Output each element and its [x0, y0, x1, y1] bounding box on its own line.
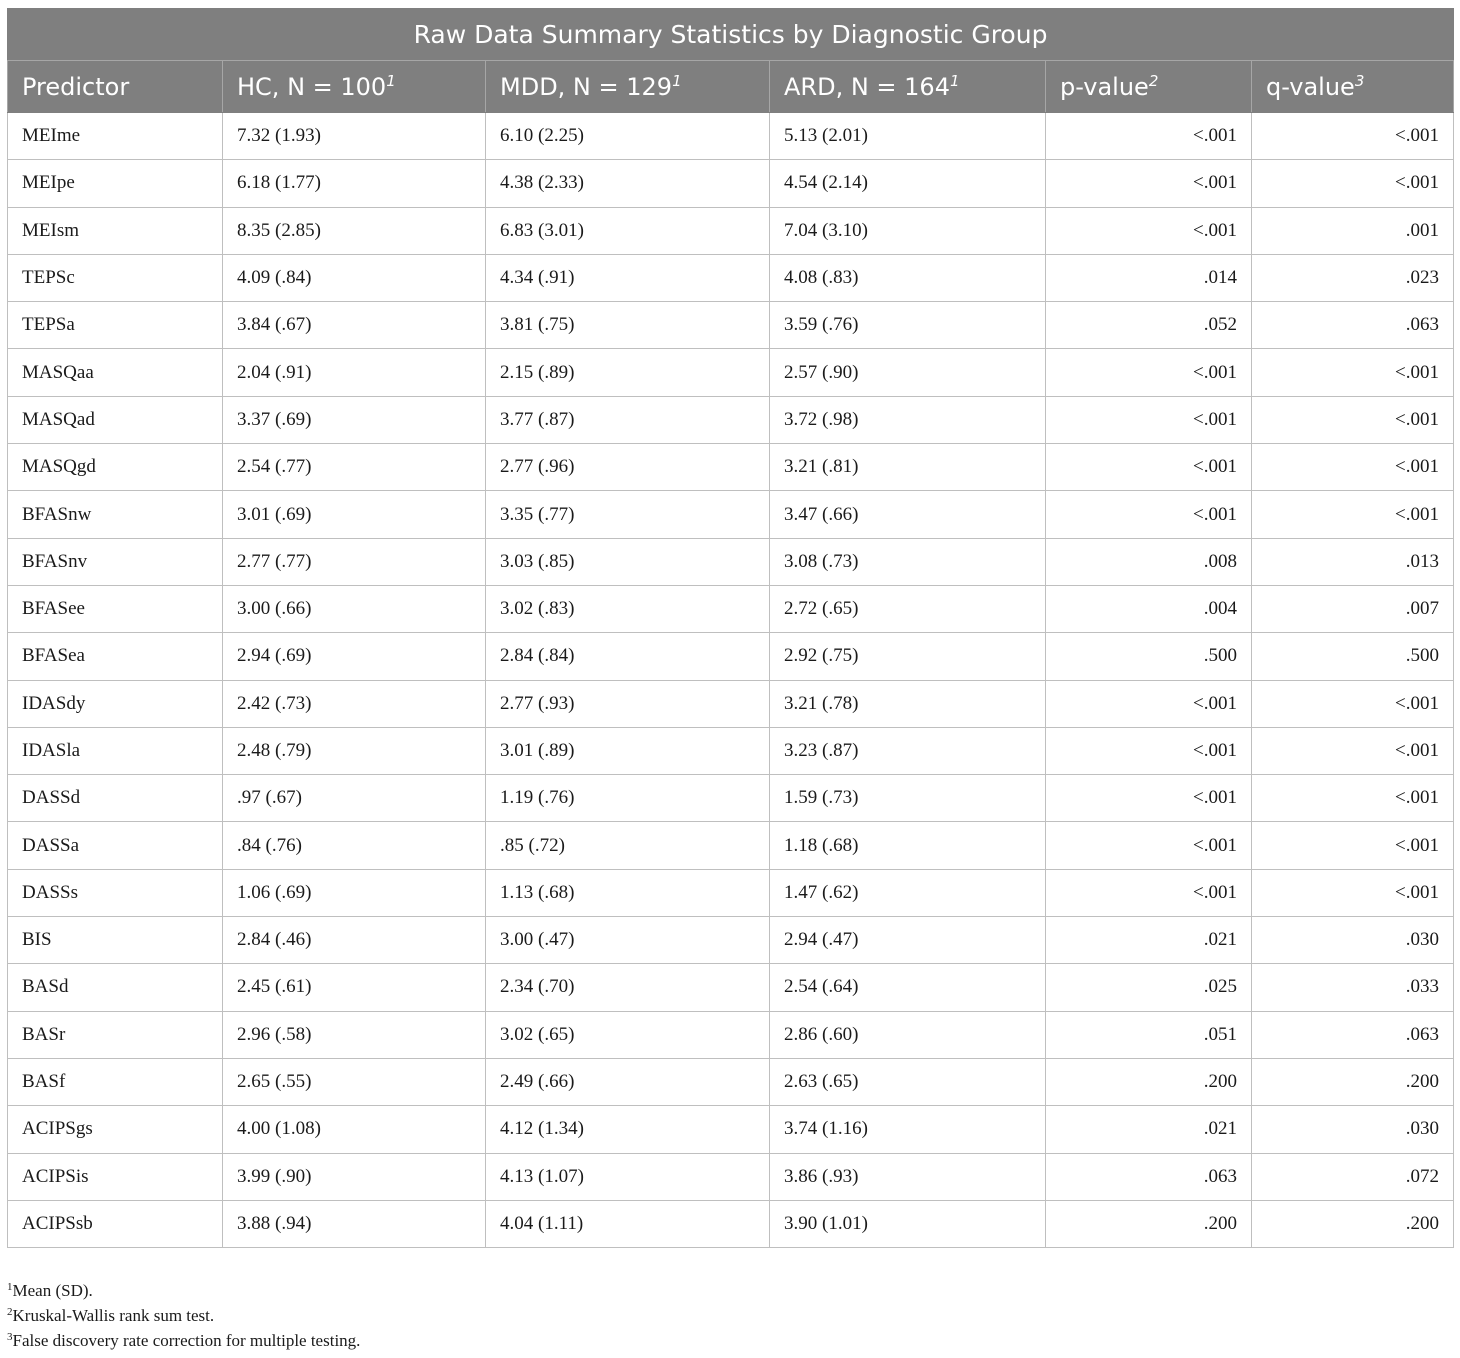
hc-cell: 2.48 (.79) — [223, 727, 486, 774]
table-row — [8, 680, 1454, 727]
ard-cell: 3.21 (.78) — [770, 680, 1046, 727]
predictor-cell: DASSd — [8, 775, 223, 822]
q-value-cell: <.001 — [1252, 775, 1454, 822]
ard-cell: 2.92 (.75) — [770, 633, 1046, 680]
table-row — [8, 538, 1454, 585]
q-value-cell: .200 — [1252, 1200, 1454, 1247]
hc-cell: .97 (.67) — [223, 775, 486, 822]
p-value-cell: .021 — [1046, 1106, 1252, 1153]
ard-cell: 4.08 (.83) — [770, 254, 1046, 301]
hc-cell: 3.00 (.66) — [223, 585, 486, 632]
p-value-cell: <.001 — [1046, 113, 1252, 160]
q-value-cell: <.001 — [1252, 727, 1454, 774]
ard-cell: 2.72 (.65) — [770, 585, 1046, 632]
hc-cell: 2.77 (.77) — [223, 538, 486, 585]
p-value-cell: <.001 — [1046, 160, 1252, 207]
ard-cell: 2.63 (.65) — [770, 1058, 1046, 1105]
ard-cell: 2.57 (.90) — [770, 349, 1046, 396]
column-header-q-value: q-value$^3$ — [1252, 61, 1454, 113]
predictor-cell: TEPSc — [8, 254, 223, 301]
hc-cell: 3.99 (.90) — [223, 1153, 486, 1200]
ard-cell: 1.59 (.73) — [770, 775, 1046, 822]
hc-cell: 7.32 (1.93) — [223, 113, 486, 160]
summary-statistics-table — [7, 8, 1454, 1248]
hc-cell: 3.01 (.69) — [223, 491, 486, 538]
table-row — [8, 633, 1454, 680]
p-value-cell: .052 — [1046, 302, 1252, 349]
mdd-cell: 2.15 (.89) — [486, 349, 770, 396]
hc-cell: 2.94 (.69) — [223, 633, 486, 680]
table-row — [8, 396, 1454, 443]
table-caption-row — [8, 9, 1454, 61]
predictor-cell: BASf — [8, 1058, 223, 1105]
q-value-cell: <.001 — [1252, 444, 1454, 491]
q-value-cell: <.001 — [1252, 396, 1454, 443]
footnote — [7, 1278, 360, 1303]
mdd-cell: 3.35 (.77) — [486, 491, 770, 538]
predictor-cell: BIS — [8, 917, 223, 964]
hc-cell: 2.65 (.55) — [223, 1058, 486, 1105]
ard-cell: 1.47 (.62) — [770, 869, 1046, 916]
mdd-cell: 4.04 (1.11) — [486, 1200, 770, 1247]
mdd-cell: 6.83 (3.01) — [486, 207, 770, 254]
q-value-cell: <.001 — [1252, 680, 1454, 727]
mdd-cell: 3.02 (.83) — [486, 585, 770, 632]
table-row — [8, 113, 1454, 160]
predictor-cell: MEIpe — [8, 160, 223, 207]
footnote — [7, 1303, 360, 1328]
predictor-cell: BASd — [8, 964, 223, 1011]
p-value-cell: <.001 — [1046, 680, 1252, 727]
predictor-cell: BFASnv — [8, 538, 223, 585]
predictor-cell: MASQgd — [8, 444, 223, 491]
mdd-cell: 6.10 (2.25) — [486, 113, 770, 160]
table-row — [8, 444, 1454, 491]
p-value-cell: <.001 — [1046, 207, 1252, 254]
hc-cell: 4.09 (.84) — [223, 254, 486, 301]
hc-cell: 8.35 (2.85) — [223, 207, 486, 254]
q-value-cell: <.001 — [1252, 113, 1454, 160]
ard-cell: 2.86 (.60) — [770, 1011, 1046, 1058]
table-row — [8, 1106, 1454, 1153]
q-value-cell: .030 — [1252, 917, 1454, 964]
mdd-cell: 2.84 (.84) — [486, 633, 770, 680]
predictor-cell: DASSs — [8, 869, 223, 916]
summary-table-container — [7, 8, 1453, 1248]
predictor-cell: ACIPSgs — [8, 1106, 223, 1153]
p-value-cell: <.001 — [1046, 491, 1252, 538]
hc-cell: 3.37 (.69) — [223, 396, 486, 443]
table-row — [8, 727, 1454, 774]
footnote-marker: 1 — [7, 1281, 13, 1293]
ard-cell: 3.21 (.81) — [770, 444, 1046, 491]
predictor-cell: BFASee — [8, 585, 223, 632]
table-header-row — [8, 61, 1454, 113]
mdd-cell: 4.38 (2.33) — [486, 160, 770, 207]
table-row — [8, 491, 1454, 538]
ard-cell: 7.04 (3.10) — [770, 207, 1046, 254]
table-row — [8, 917, 1454, 964]
predictor-cell: DASSa — [8, 822, 223, 869]
hc-cell: 6.18 (1.77) — [223, 160, 486, 207]
mdd-cell: 2.77 (.96) — [486, 444, 770, 491]
hc-cell: 3.84 (.67) — [223, 302, 486, 349]
predictor-cell: MASQad — [8, 396, 223, 443]
mdd-cell: 3.77 (.87) — [486, 396, 770, 443]
table-row — [8, 1011, 1454, 1058]
p-value-cell: .008 — [1046, 538, 1252, 585]
p-value-cell: <.001 — [1046, 396, 1252, 443]
footnote-text: False discovery rate correction for multiple testing. — [12, 1331, 361, 1350]
hc-cell: .84 (.76) — [223, 822, 486, 869]
predictor-cell: BFASea — [8, 633, 223, 680]
table-row — [8, 775, 1454, 822]
column-header-ard: ARD, $N = 164^1$ — [770, 61, 1046, 113]
predictor-cell: BASr — [8, 1011, 223, 1058]
column-header-hc: HC, $N = 100^1$ — [223, 61, 486, 113]
p-value-cell: .063 — [1046, 1153, 1252, 1200]
ard-cell: 3.59 (.76) — [770, 302, 1046, 349]
hc-cell: 2.45 (.61) — [223, 964, 486, 1011]
table-row — [8, 585, 1454, 632]
q-value-cell: .063 — [1252, 1011, 1454, 1058]
footnote-marker: 2 — [7, 1306, 13, 1318]
p-value-cell: .200 — [1046, 1058, 1252, 1105]
ard-cell: 1.18 (.68) — [770, 822, 1046, 869]
q-value-cell: <.001 — [1252, 491, 1454, 538]
ard-cell: 4.54 (2.14) — [770, 160, 1046, 207]
q-value-cell: .013 — [1252, 538, 1454, 585]
predictor-cell: MEIme — [8, 113, 223, 160]
hc-cell: 2.42 (.73) — [223, 680, 486, 727]
ard-cell: 3.72 (.98) — [770, 396, 1046, 443]
ard-cell: 3.08 (.73) — [770, 538, 1046, 585]
hc-cell: 3.88 (.94) — [223, 1200, 486, 1247]
predictor-cell: TEPSa — [8, 302, 223, 349]
mdd-cell: 3.81 (.75) — [486, 302, 770, 349]
p-value-cell: <.001 — [1046, 822, 1252, 869]
hc-cell: 1.06 (.69) — [223, 869, 486, 916]
table-row — [8, 1200, 1454, 1247]
column-header-mdd: MDD, $N = 129^1$ — [486, 61, 770, 113]
p-value-cell: <.001 — [1046, 727, 1252, 774]
p-value-cell: <.001 — [1046, 444, 1252, 491]
predictor-cell: ACIPSis — [8, 1153, 223, 1200]
hc-cell: 2.84 (.46) — [223, 917, 486, 964]
mdd-cell: 3.01 (.89) — [486, 727, 770, 774]
table-row — [8, 1058, 1454, 1105]
mdd-cell: 2.34 (.70) — [486, 964, 770, 1011]
q-value-cell: .072 — [1252, 1153, 1454, 1200]
mdd-cell: 4.13 (1.07) — [486, 1153, 770, 1200]
footnote-text: Mean (SD). — [12, 1281, 93, 1300]
table-row — [8, 254, 1454, 301]
ard-cell: 3.23 (.87) — [770, 727, 1046, 774]
footnote-marker: 3 — [7, 1331, 13, 1343]
mdd-cell: 2.49 (.66) — [486, 1058, 770, 1105]
predictor-cell: ACIPSsb — [8, 1200, 223, 1247]
p-value-cell: .500 — [1046, 633, 1252, 680]
p-value-cell: .004 — [1046, 585, 1252, 632]
q-value-cell: .200 — [1252, 1058, 1454, 1105]
mdd-cell: 3.03 (.85) — [486, 538, 770, 585]
p-value-cell: .021 — [1046, 917, 1252, 964]
ard-cell: 3.47 (.66) — [770, 491, 1046, 538]
mdd-cell: .85 (.72) — [486, 822, 770, 869]
q-value-cell: <.001 — [1252, 349, 1454, 396]
predictor-cell: IDASla — [8, 727, 223, 774]
table-row — [8, 964, 1454, 1011]
predictor-cell: IDASdy — [8, 680, 223, 727]
table-row — [8, 207, 1454, 254]
p-value-cell: .025 — [1046, 964, 1252, 1011]
table-footnotes — [7, 1278, 360, 1353]
p-value-cell: .200 — [1046, 1200, 1252, 1247]
q-value-cell: .033 — [1252, 964, 1454, 1011]
mdd-cell: 4.34 (.91) — [486, 254, 770, 301]
column-header-predictor: Predictor — [8, 61, 223, 113]
table-row — [8, 822, 1454, 869]
ard-cell: 2.54 (.64) — [770, 964, 1046, 1011]
q-value-cell: .030 — [1252, 1106, 1454, 1153]
predictor-cell: MEIsm — [8, 207, 223, 254]
mdd-cell: 1.13 (.68) — [486, 869, 770, 916]
mdd-cell: 4.12 (1.34) — [486, 1106, 770, 1153]
column-header-p-value: p-value$^2$ — [1046, 61, 1252, 113]
q-value-cell: .063 — [1252, 302, 1454, 349]
hc-cell: 4.00 (1.08) — [223, 1106, 486, 1153]
ard-cell: 2.94 (.47) — [770, 917, 1046, 964]
table-title: Raw Data Summary Statistics by Diagnostic Group — [8, 9, 1454, 61]
table-row — [8, 160, 1454, 207]
q-value-cell: .500 — [1252, 633, 1454, 680]
table-row — [8, 869, 1454, 916]
p-value-cell: <.001 — [1046, 775, 1252, 822]
footnote-text: Kruskal-Wallis rank sum test. — [12, 1306, 215, 1325]
mdd-cell: 2.77 (.93) — [486, 680, 770, 727]
q-value-cell: .001 — [1252, 207, 1454, 254]
q-value-cell: <.001 — [1252, 160, 1454, 207]
p-value-cell: <.001 — [1046, 869, 1252, 916]
q-value-cell: .007 — [1252, 585, 1454, 632]
q-value-cell: <.001 — [1252, 869, 1454, 916]
hc-cell: 2.54 (.77) — [223, 444, 486, 491]
ard-cell: 3.74 (1.16) — [770, 1106, 1046, 1153]
hc-cell: 2.04 (.91) — [223, 349, 486, 396]
ard-cell: 3.90 (1.01) — [770, 1200, 1046, 1247]
table-row — [8, 302, 1454, 349]
predictor-cell: MASQaa — [8, 349, 223, 396]
ard-cell: 5.13 (2.01) — [770, 113, 1046, 160]
table-row — [8, 1153, 1454, 1200]
footnote — [7, 1328, 360, 1353]
p-value-cell: .014 — [1046, 254, 1252, 301]
p-value-cell: <.001 — [1046, 349, 1252, 396]
hc-cell: 2.96 (.58) — [223, 1011, 486, 1058]
q-value-cell: <.001 — [1252, 822, 1454, 869]
mdd-cell: 3.00 (.47) — [486, 917, 770, 964]
mdd-cell: 3.02 (.65) — [486, 1011, 770, 1058]
p-value-cell: .051 — [1046, 1011, 1252, 1058]
mdd-cell: 1.19 (.76) — [486, 775, 770, 822]
table-body — [8, 113, 1454, 1248]
q-value-cell: .023 — [1252, 254, 1454, 301]
table-row — [8, 349, 1454, 396]
ard-cell: 3.86 (.93) — [770, 1153, 1046, 1200]
predictor-cell: BFASnw — [8, 491, 223, 538]
